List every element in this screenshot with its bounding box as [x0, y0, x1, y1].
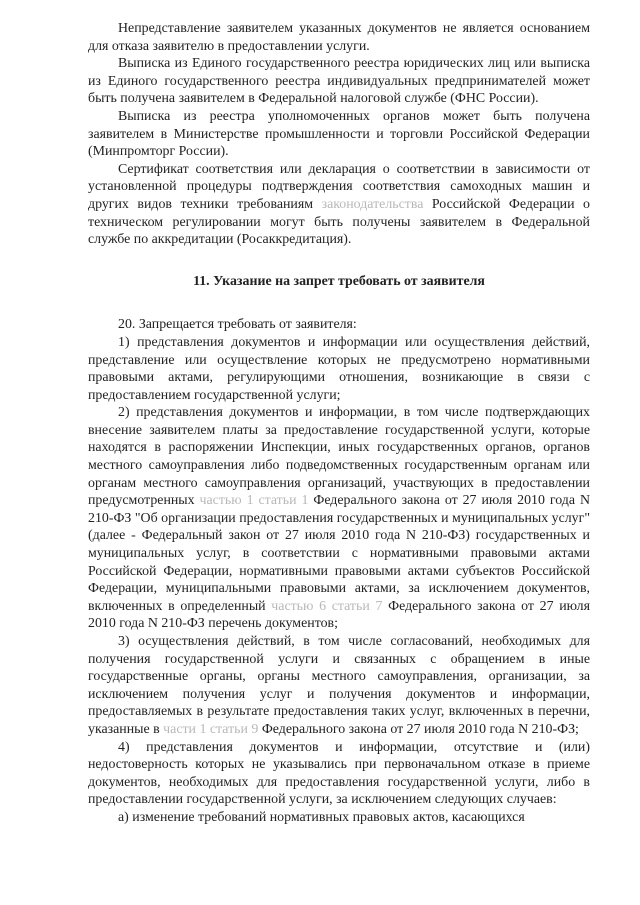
- paragraph-certificate: [88, 161, 590, 249]
- list-item-3: [88, 633, 590, 739]
- text: Российской Федерации о техническом регулировании могут быть получены заявителем в Федеральной службе по аккредитации (Росаккредитация).: [88, 196, 591, 248]
- text: Федерального закона от 27 июля 2010 года N 210-ФЗ "Об организации предоставления государственных и муниципальных услуг" (далее - Федеральный закон от 27 июля 2010 года N 210-ФЗ) государственных и муниципальных услуг, в соответствии с нормативными правовыми актами Российской Федерации, нормативными правовыми актами субъектов Российской Федерации, муниципальными правовыми актами, за исключением документов, включенных в определенный: [88, 493, 590, 614]
- list-item-1: 1) представления документов и информации или осуществления действий, представление или осуществление которых не предусмотрено нормативными правовыми актами, регулирующими отношения, возникающие в связи с предоставлением государственной услуги;: [88, 334, 590, 403]
- document-page: [88, 20, 590, 827]
- law-link[interactable]: законодательства: [321, 196, 424, 212]
- paragraph: Непредставление заявителем указанных документов не является основанием для отказа заявителю в предоставлении услуги.: [88, 21, 590, 54]
- text: 2) представления документов и информации, в том числе подтверждающих внесение заявителем платы за предоставление государственной услуги, которые находятся в распоряжении Инспекции, иных государственных органов, органов местного самоуправления либо подведомственных государственным органам или органам местного самоуправления организаций, участвующих в предоставлении предусмотренных: [88, 405, 590, 509]
- text: Федерального закона от 27 июля 2010 года N 210-ФЗ перечень документов;: [88, 598, 590, 632]
- text: 3) осуществления действий, в том числе согласований, необходимых для получения государственной услуги и связанных с обращением в иные государственные органы, органы местного самоуправления, организации, за исключением получения услуг и получения документов и информации, предоставляемых в результате предоставления таких услуг, включенных в перечни, указанные в: [88, 634, 590, 737]
- text: Сертификат соответствия или декларация о соответствии в зависимости от установленной процедуры подтверждения соответствия самоходных машин и других видов техники требованиям: [88, 161, 590, 212]
- list-item-2: [88, 404, 590, 633]
- text: Федерального закона от 27 июля 2010 года N 210-ФЗ;: [258, 721, 579, 737]
- paragraph-20: 20. Запрещается требовать от заявителя:: [118, 317, 357, 333]
- law-link[interactable]: частью 1 статьи 1: [199, 493, 309, 509]
- section-heading: 11. Указание на запрет требовать от заявителя: [193, 273, 485, 289]
- law-link[interactable]: части 1 статьи 9: [163, 721, 259, 737]
- paragraph: Выписка из Единого государственного реестра юридических лиц или выписка из Единого государственного реестра индивидуальных предпринимателей может быть получена заявителем в Федеральной налоговой службе (ФНС России).: [88, 56, 590, 107]
- list-item-4: 4) представления документов и информации, отсутствие и (или) недостоверность которых не указывались при первоначальном отказе в приеме документов, необходимых для предоставления государственной услуги, либо в предоставлении государственной услуги, за исключением следующих случаев:: [88, 739, 590, 808]
- list-item-a: а) изменение требований нормативных правовых актов, касающихся: [118, 809, 525, 825]
- paragraph: Выписка из реестра уполномоченных органов может быть получена заявителем в Министерстве промышленности и торговли Российской Федерации (Минпромторг России).: [88, 108, 590, 160]
- law-link[interactable]: частью 6 статьи 7: [271, 598, 383, 614]
